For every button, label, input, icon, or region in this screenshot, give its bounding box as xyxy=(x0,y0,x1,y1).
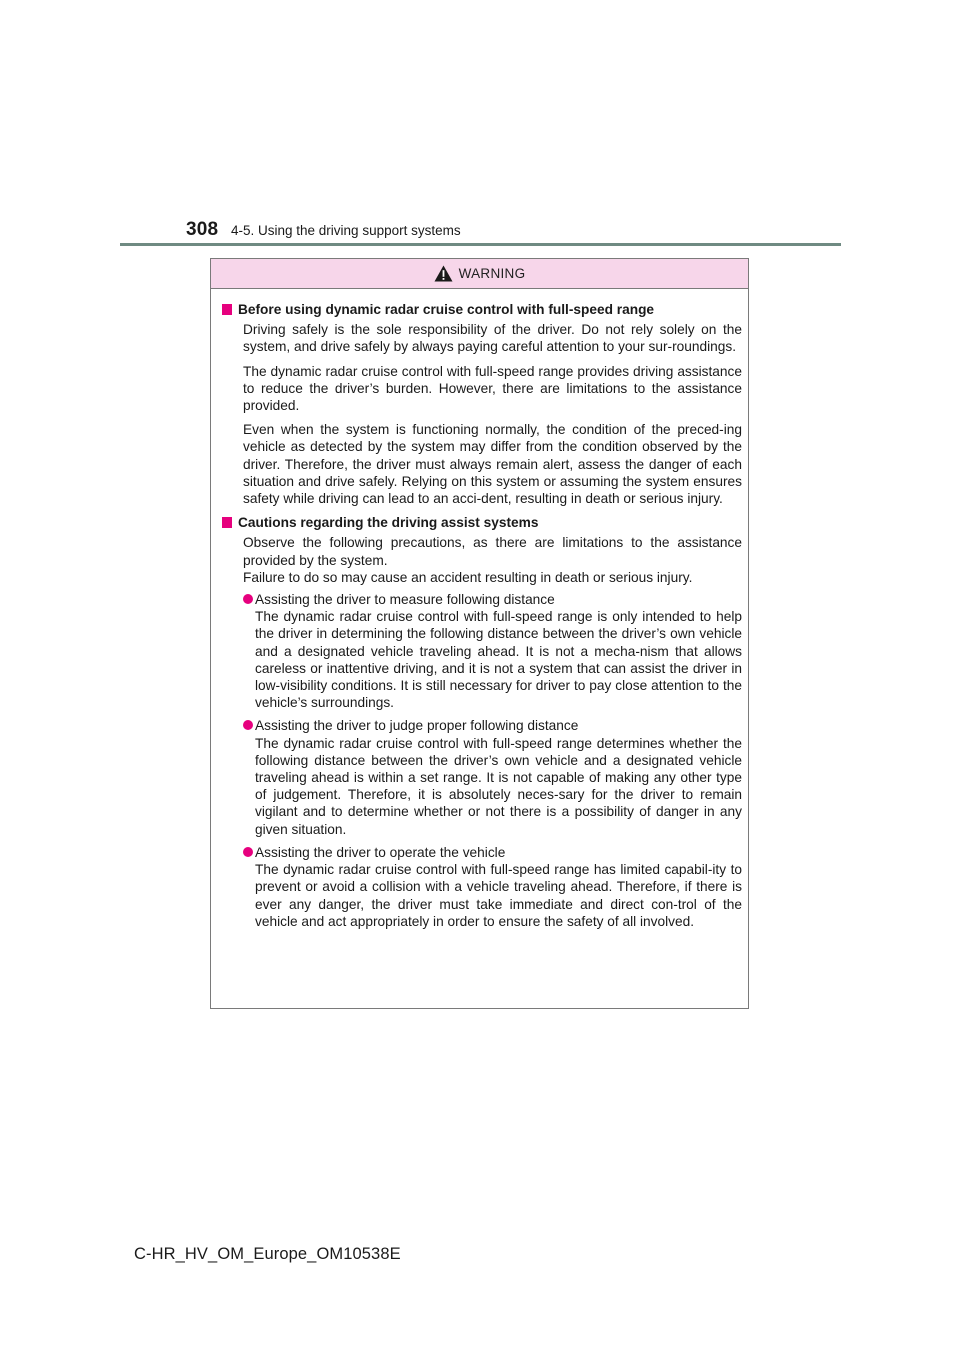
list-item xyxy=(243,844,742,930)
section-heading-text: Cautions regarding the driving assist systems xyxy=(238,515,539,531)
section-heading-text: Before using dynamic radar cruise control with full-speed range xyxy=(238,302,655,317)
square-bullet-icon xyxy=(222,304,232,315)
warning-body xyxy=(211,289,748,930)
warning-box xyxy=(210,258,749,1009)
warning-label: WARNING xyxy=(458,266,526,281)
circle-bullet-icon xyxy=(243,720,253,730)
warning-triangle-icon xyxy=(434,265,453,282)
circle-bullet-icon xyxy=(243,594,253,604)
paragraph: Even when the system is functioning normally, the condition of the preced-ing vehicle as detected by the system may differ from the condition observed by the driver. Therefore, the driver must always remain alert, assess the danger of each situation and drive safely. Relying on this system or assuming the system ensures safety while driving can lead to an acci-dent, resulting in death or serious injury. xyxy=(243,422,742,507)
list-item-title: Assisting the driver to judge proper following distance xyxy=(255,718,579,734)
list-item-content xyxy=(255,717,742,837)
list-item xyxy=(243,591,742,711)
paragraph: Failure to do so may cause an accident resulting in death or serious injury. xyxy=(243,569,693,585)
list-item-text: The dynamic radar cruise control with full-speed range determines whether the following distance between the driver’s own vehicle and a designated vehicle traveling ahead is within a set range. It is not capable of making any other type of judgement. Therefore, it is absolutely neces-sary for the driver to remain vigilant and to determine whether or not there is a possibility of danger in any given situation. xyxy=(255,735,742,837)
list-item-title: Assisting the driver to operate the vehicle xyxy=(255,844,506,860)
document-code: C-HR_HV_OM_Europe_OM10538E xyxy=(134,1245,401,1263)
paragraph: Observe the following precautions, as there are limitations to the assistance provided by the system. xyxy=(243,535,742,568)
section-title: 4-5. Using the driving support systems xyxy=(231,223,461,238)
square-bullet-icon xyxy=(222,517,232,528)
list-item xyxy=(243,717,742,837)
list-item-text: The dynamic radar cruise control with full-speed range is only intended to help the driver in determining the following distance between the driver’s own vehicle and a designated vehicle traveling ahead. It is not a mecha-nism that allows careless or inattentive driving, and it is not a system that can assist the driver in low-visibility conditions. It is still necessary for driver to pay close attention to the vehicle’s surroundings. xyxy=(255,609,742,711)
page-number: 308 xyxy=(186,219,219,240)
section-heading xyxy=(222,301,742,318)
section-heading xyxy=(222,514,742,531)
circle-bullet-icon xyxy=(243,847,253,857)
warning-header xyxy=(211,259,748,289)
paragraph: The dynamic radar cruise control with full-speed range provides driving assistance to reduce the driver’s burden. However, there are limitations to the assistance provided. xyxy=(243,363,742,414)
list-item-text: The dynamic radar cruise control with full-speed range has limited capabil-ity to prevent or avoid a collision with a vehicle traveling ahead. Therefore, if there is ever any danger, the driver must take immediate and direct con-trol of the vehicle and act appropriately in order to ensure the safety of all involved. xyxy=(255,862,742,929)
list-item-content xyxy=(255,844,742,930)
list-item-content xyxy=(255,591,742,711)
header-rule xyxy=(120,243,841,246)
list-item-title: Assisting the driver to measure following distance xyxy=(255,592,555,608)
paragraph: Driving safely is the sole responsibility of the driver. Do not rely solely on the system, and drive safely by always paying careful attention to your sur-roundings. xyxy=(243,322,742,355)
